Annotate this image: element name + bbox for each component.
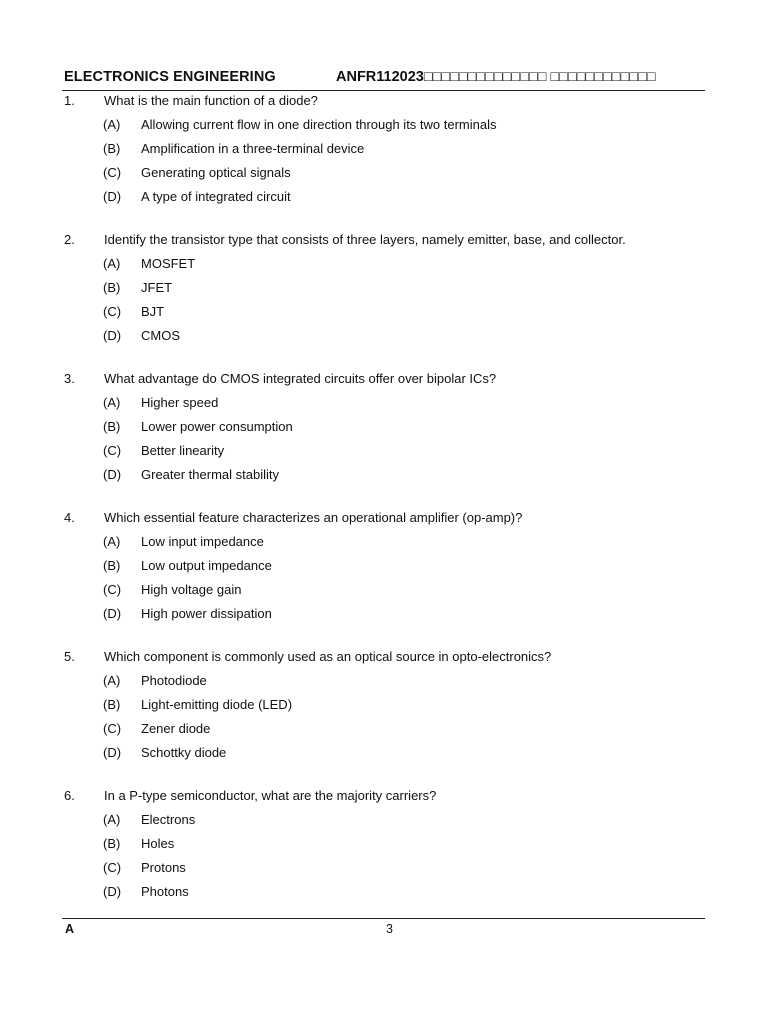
- option-letter: (D): [103, 606, 122, 621]
- option-c: [64, 859, 704, 883]
- option-b: [64, 696, 704, 720]
- option-letter: (C): [103, 721, 122, 736]
- question-stem: [64, 509, 704, 529]
- question-number: 4.: [64, 510, 75, 525]
- question-number: 1.: [64, 93, 75, 108]
- question-text: What advantage do CMOS integrated circuits offer over bipolar ICs?: [104, 371, 497, 386]
- option-text: Photons: [141, 884, 189, 899]
- option-letter: (A): [103, 673, 121, 688]
- option-d: [64, 327, 704, 351]
- option-list: [64, 112, 704, 212]
- option-letter: (A): [103, 395, 121, 410]
- question-list: [64, 92, 704, 926]
- question-text: Which essential feature characterizes an operational amplifier (op-amp)?: [104, 510, 523, 525]
- option-text: Zener diode: [141, 721, 211, 736]
- option-letter: (A): [103, 812, 121, 827]
- option-letter: (B): [103, 141, 121, 156]
- option-a: [64, 811, 704, 835]
- option-b: [64, 557, 704, 581]
- question-2: [64, 231, 704, 370]
- page-number: 3: [386, 922, 393, 936]
- option-d: [64, 188, 704, 212]
- option-letter: (B): [103, 697, 121, 712]
- question-stem: [64, 370, 704, 390]
- exam-code: ANFR112023□□□□□□□□□□□□□□ □□□□□□□□□□□□: [336, 69, 656, 85]
- option-text: Low output impedance: [141, 558, 272, 573]
- option-letter: (B): [103, 558, 121, 573]
- option-a: [64, 533, 704, 557]
- option-text: JFET: [141, 280, 173, 295]
- question-1: [64, 92, 704, 231]
- option-list: [64, 668, 704, 768]
- option-letter: (C): [103, 165, 122, 180]
- option-text: MOSFET: [141, 256, 196, 271]
- option-letter: (D): [103, 884, 122, 899]
- option-letter: (D): [103, 745, 122, 760]
- option-list: [64, 807, 704, 907]
- option-a: [64, 116, 704, 140]
- option-d: [64, 466, 704, 490]
- option-text: Better linearity: [141, 443, 225, 458]
- question-stem: [64, 92, 704, 112]
- option-letter: (A): [103, 117, 121, 132]
- question-number: 6.: [64, 788, 75, 803]
- option-c: [64, 303, 704, 327]
- option-text: Light-emitting diode (LED): [141, 697, 293, 712]
- option-c: [64, 164, 704, 188]
- option-text: High power dissipation: [141, 606, 272, 621]
- header-divider: [62, 90, 705, 91]
- option-a: [64, 672, 704, 696]
- option-text: Low input impedance: [141, 534, 264, 549]
- option-text: A type of integrated circuit: [141, 189, 291, 204]
- set-code: A: [65, 922, 75, 936]
- option-d: [64, 605, 704, 629]
- question-text: In a P-type semiconductor, what are the majority carriers?: [104, 788, 437, 803]
- option-text: Photodiode: [141, 673, 207, 688]
- option-text: Greater thermal stability: [141, 467, 279, 482]
- question-text: Identify the transistor type that consists of three layers, namely emitter, base, and collector.: [104, 232, 626, 247]
- question-5: [64, 648, 704, 787]
- question-number: 2.: [64, 232, 75, 247]
- option-b: [64, 140, 704, 164]
- option-letter: (D): [103, 189, 122, 204]
- option-text: Electrons: [141, 812, 196, 827]
- subject-title: ELECTRONICS ENGINEERING: [64, 69, 276, 85]
- option-text: Lower power consumption: [141, 419, 293, 434]
- question-6: [64, 787, 704, 926]
- option-b: [64, 279, 704, 303]
- question-text: Which component is commonly used as an optical source in opto-electronics?: [104, 649, 552, 664]
- option-text: High voltage gain: [141, 582, 242, 597]
- option-letter: (B): [103, 280, 121, 295]
- question-number: 3.: [64, 371, 75, 386]
- footer-divider: [62, 918, 705, 919]
- option-d: [64, 883, 704, 907]
- question-4: [64, 509, 704, 648]
- page-header: [64, 69, 768, 91]
- option-d: [64, 744, 704, 768]
- option-text: Amplification in a three-terminal device: [141, 141, 365, 156]
- option-b: [64, 418, 704, 442]
- option-letter: (A): [103, 256, 121, 271]
- option-letter: (C): [103, 582, 122, 597]
- option-text: Protons: [141, 860, 186, 875]
- option-list: [64, 251, 704, 351]
- option-c: [64, 442, 704, 466]
- option-letter: (B): [103, 419, 121, 434]
- option-text: Holes: [141, 836, 175, 851]
- option-text: Allowing current flow in one direction through its two terminals: [141, 117, 497, 132]
- option-c: [64, 720, 704, 744]
- question-3: [64, 370, 704, 509]
- question-stem: [64, 231, 704, 251]
- option-letter: (C): [103, 443, 122, 458]
- option-list: [64, 529, 704, 629]
- option-b: [64, 835, 704, 859]
- option-letter: (B): [103, 836, 121, 851]
- option-letter: (C): [103, 304, 122, 319]
- question-number: 5.: [64, 649, 75, 664]
- option-text: CMOS: [141, 328, 180, 343]
- question-stem: [64, 648, 704, 668]
- option-letter: (D): [103, 328, 122, 343]
- option-text: Schottky diode: [141, 745, 227, 760]
- question-stem: [64, 787, 704, 807]
- option-letter: (C): [103, 860, 122, 875]
- option-letter: (A): [103, 534, 121, 549]
- option-letter: (D): [103, 467, 122, 482]
- option-c: [64, 581, 704, 605]
- option-a: [64, 394, 704, 418]
- option-text: Higher speed: [141, 395, 219, 410]
- option-text: BJT: [141, 304, 165, 319]
- option-text: Generating optical signals: [141, 165, 291, 180]
- option-list: [64, 390, 704, 490]
- option-a: [64, 255, 704, 279]
- question-text: What is the main function of a diode?: [104, 93, 318, 108]
